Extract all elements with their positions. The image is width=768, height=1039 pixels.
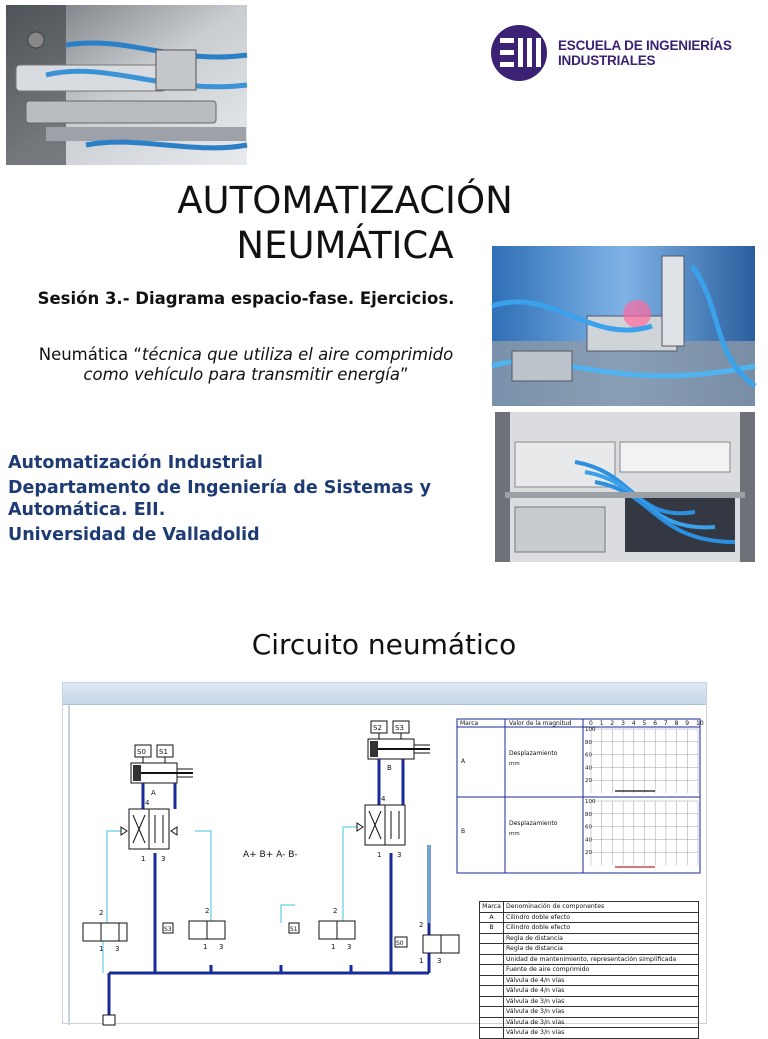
port-label: 1 (203, 943, 208, 951)
affiliation-line: Departamento de Ingeniería de Sistemas y (8, 478, 431, 498)
component-name: Válvula de 3/n vías (504, 1028, 699, 1039)
circuit-simulator-window (62, 682, 707, 1037)
displacement-diagram (457, 719, 704, 873)
y-tick-label: 60 (585, 824, 592, 831)
valve-3-2-s0 (395, 921, 459, 965)
sequence-label: A+ B+ A- B- (243, 850, 298, 860)
pneumatic-station-photo (492, 246, 755, 406)
title-line-1: AUTOMATIZACIÓN (177, 179, 513, 222)
logo-line-2: INDUSTRIALES (558, 53, 656, 68)
valve-3-2-s3 (163, 907, 225, 951)
circuit-canvas (63, 705, 706, 1037)
time-tick-label: 3 (621, 720, 625, 727)
y-tick-label: 80 (585, 811, 592, 818)
quote-prefix: Neumática “ (38, 345, 142, 364)
column-header: Valor de la magnitud (509, 720, 572, 727)
components-table (479, 901, 699, 1039)
sensor-label: S1 (159, 748, 168, 756)
component-name: Válvula de 4/n vías (504, 975, 699, 986)
table-row (480, 1017, 699, 1028)
affiliation-block (8, 452, 488, 549)
time-tick-label: 7 (663, 720, 668, 727)
table-row (480, 933, 699, 944)
eii-logo (490, 24, 750, 82)
quote-text-2: como vehículo para transmitir energía (83, 365, 401, 384)
component-mark (480, 933, 504, 944)
logo-line-1: ESCUELA DE INGENIERÍAS (558, 38, 732, 53)
time-tick-label: 9 (685, 720, 690, 727)
table-row (480, 986, 699, 997)
component-name: Cilindro doble efecto (504, 923, 699, 934)
port-label: 2 (205, 907, 210, 915)
sensor-label: S3 (164, 926, 172, 933)
row-marca: A (461, 758, 466, 765)
y-tick-label: 60 (585, 752, 592, 759)
affiliation-line: Automatización Industrial (8, 453, 263, 473)
component-name: Válvula de 3/n vías (504, 1017, 699, 1028)
valve-3-2-start (83, 909, 127, 953)
y-tick-label: 100 (585, 799, 596, 805)
y-tick-label: 20 (585, 850, 592, 857)
time-tick-label: 5 (642, 720, 647, 727)
port-label: 3 (347, 943, 352, 951)
table-row (480, 1028, 699, 1039)
component-mark (480, 954, 504, 965)
eii-logo-mark (490, 24, 550, 82)
y-tick-label: 40 (585, 837, 592, 844)
component-mark (480, 975, 504, 986)
time-tick-label: 6 (653, 720, 658, 727)
component-mark (480, 1007, 504, 1018)
port-label: 1 (419, 957, 424, 965)
component-mark (480, 1028, 504, 1039)
time-tick-label: 2 (610, 720, 615, 727)
table-row (480, 954, 699, 965)
circuit-slide-title: Circuito neumático (251, 628, 517, 661)
y-tick-label: 80 (585, 739, 592, 746)
component-name: Unidad de mantenimiento, representación simplificada (504, 954, 699, 965)
quote-suffix: ” (400, 365, 409, 384)
component-name: Válvula de 3/n vías (504, 996, 699, 1007)
y-tick-label: 40 (585, 765, 592, 772)
affiliation-line: Universidad de Valladolid (8, 525, 260, 545)
component-mark (480, 944, 504, 955)
window-toolbar (63, 683, 706, 705)
component-name: Regla de distancia (504, 944, 699, 955)
component-mark (480, 965, 504, 976)
column-header: Denominación de componentes (504, 902, 699, 913)
row-magnitude: Desplazamiento (509, 750, 558, 757)
quote-text-1: técnica que utiliza el aire comprimido (141, 345, 454, 364)
time-tick-label: 0 (589, 720, 593, 727)
component-name: Válvula de 3/n vías (504, 1007, 699, 1018)
component-name: Válvula de 4/n vías (504, 986, 699, 997)
cylinder-label: B (387, 764, 392, 772)
valve-4-2-a (121, 799, 177, 863)
cylinder-b (368, 721, 430, 772)
cylinder-a (131, 745, 193, 797)
port-label: 4 (381, 795, 386, 803)
sensor-label: S3 (395, 724, 404, 732)
port-label: 3 (161, 855, 166, 863)
component-mark (480, 1017, 504, 1028)
component-name: Cilindro doble efecto (504, 912, 699, 923)
component-name: Fuente de aire comprimido (504, 965, 699, 976)
component-mark: B (480, 923, 504, 934)
table-row (480, 965, 699, 976)
port-label: 1 (331, 943, 336, 951)
port-label: 2 (99, 909, 104, 917)
y-tick-label: 100 (585, 727, 596, 733)
table-row (480, 996, 699, 1007)
component-mark (480, 996, 504, 1007)
sensor-label: S0 (396, 940, 404, 947)
air-supply-unit (103, 1015, 115, 1025)
port-label: 2 (333, 907, 338, 915)
row-magnitude: Desplazamiento (509, 820, 558, 827)
table-row (480, 912, 699, 923)
row-marca: B (461, 828, 466, 835)
table-row (480, 975, 699, 986)
row-unit: mm (509, 761, 520, 767)
component-name: Regla de distancia (504, 933, 699, 944)
definition-quote (0, 345, 492, 385)
port-label: 3 (397, 851, 402, 859)
table-row (480, 944, 699, 955)
component-mark: A (480, 912, 504, 923)
sensor-label: S1 (290, 926, 298, 933)
table-row (480, 1007, 699, 1018)
port-label: 3 (219, 943, 224, 951)
column-header: Marca (460, 720, 479, 727)
valve-4-2-b (357, 795, 405, 859)
cylinder-label: A (151, 789, 156, 797)
sensor-label: S0 (137, 748, 146, 756)
port-label: 3 (437, 957, 442, 965)
session-subtitle: Sesión 3.- Diagrama espacio-fase. Ejercicios. (37, 289, 455, 308)
pneumatic-cylinder-photo (6, 5, 247, 165)
time-tick-label: 4 (631, 720, 636, 727)
valve-3-2-s1 (289, 907, 355, 951)
port-label: 1 (99, 945, 104, 953)
port-label: 4 (145, 799, 150, 807)
y-tick-label: 20 (585, 778, 592, 785)
port-label: 2 (419, 921, 424, 929)
port-label: 1 (141, 855, 146, 863)
time-tick-label: 1 (599, 720, 604, 727)
port-label: 3 (115, 945, 120, 953)
table-row (480, 923, 699, 934)
time-tick-label: 8 (674, 720, 679, 727)
column-header: Marca (480, 902, 504, 913)
control-cabinet-photo (495, 412, 755, 562)
sensor-label: S2 (373, 724, 382, 732)
port-label: 1 (377, 851, 382, 859)
title-line-2: NEUMÁTICA (236, 224, 454, 267)
row-unit: mm (509, 831, 520, 837)
affiliation-line: Automática. EII. (8, 500, 166, 520)
component-mark (480, 986, 504, 997)
time-tick-label: 10 (696, 720, 704, 727)
